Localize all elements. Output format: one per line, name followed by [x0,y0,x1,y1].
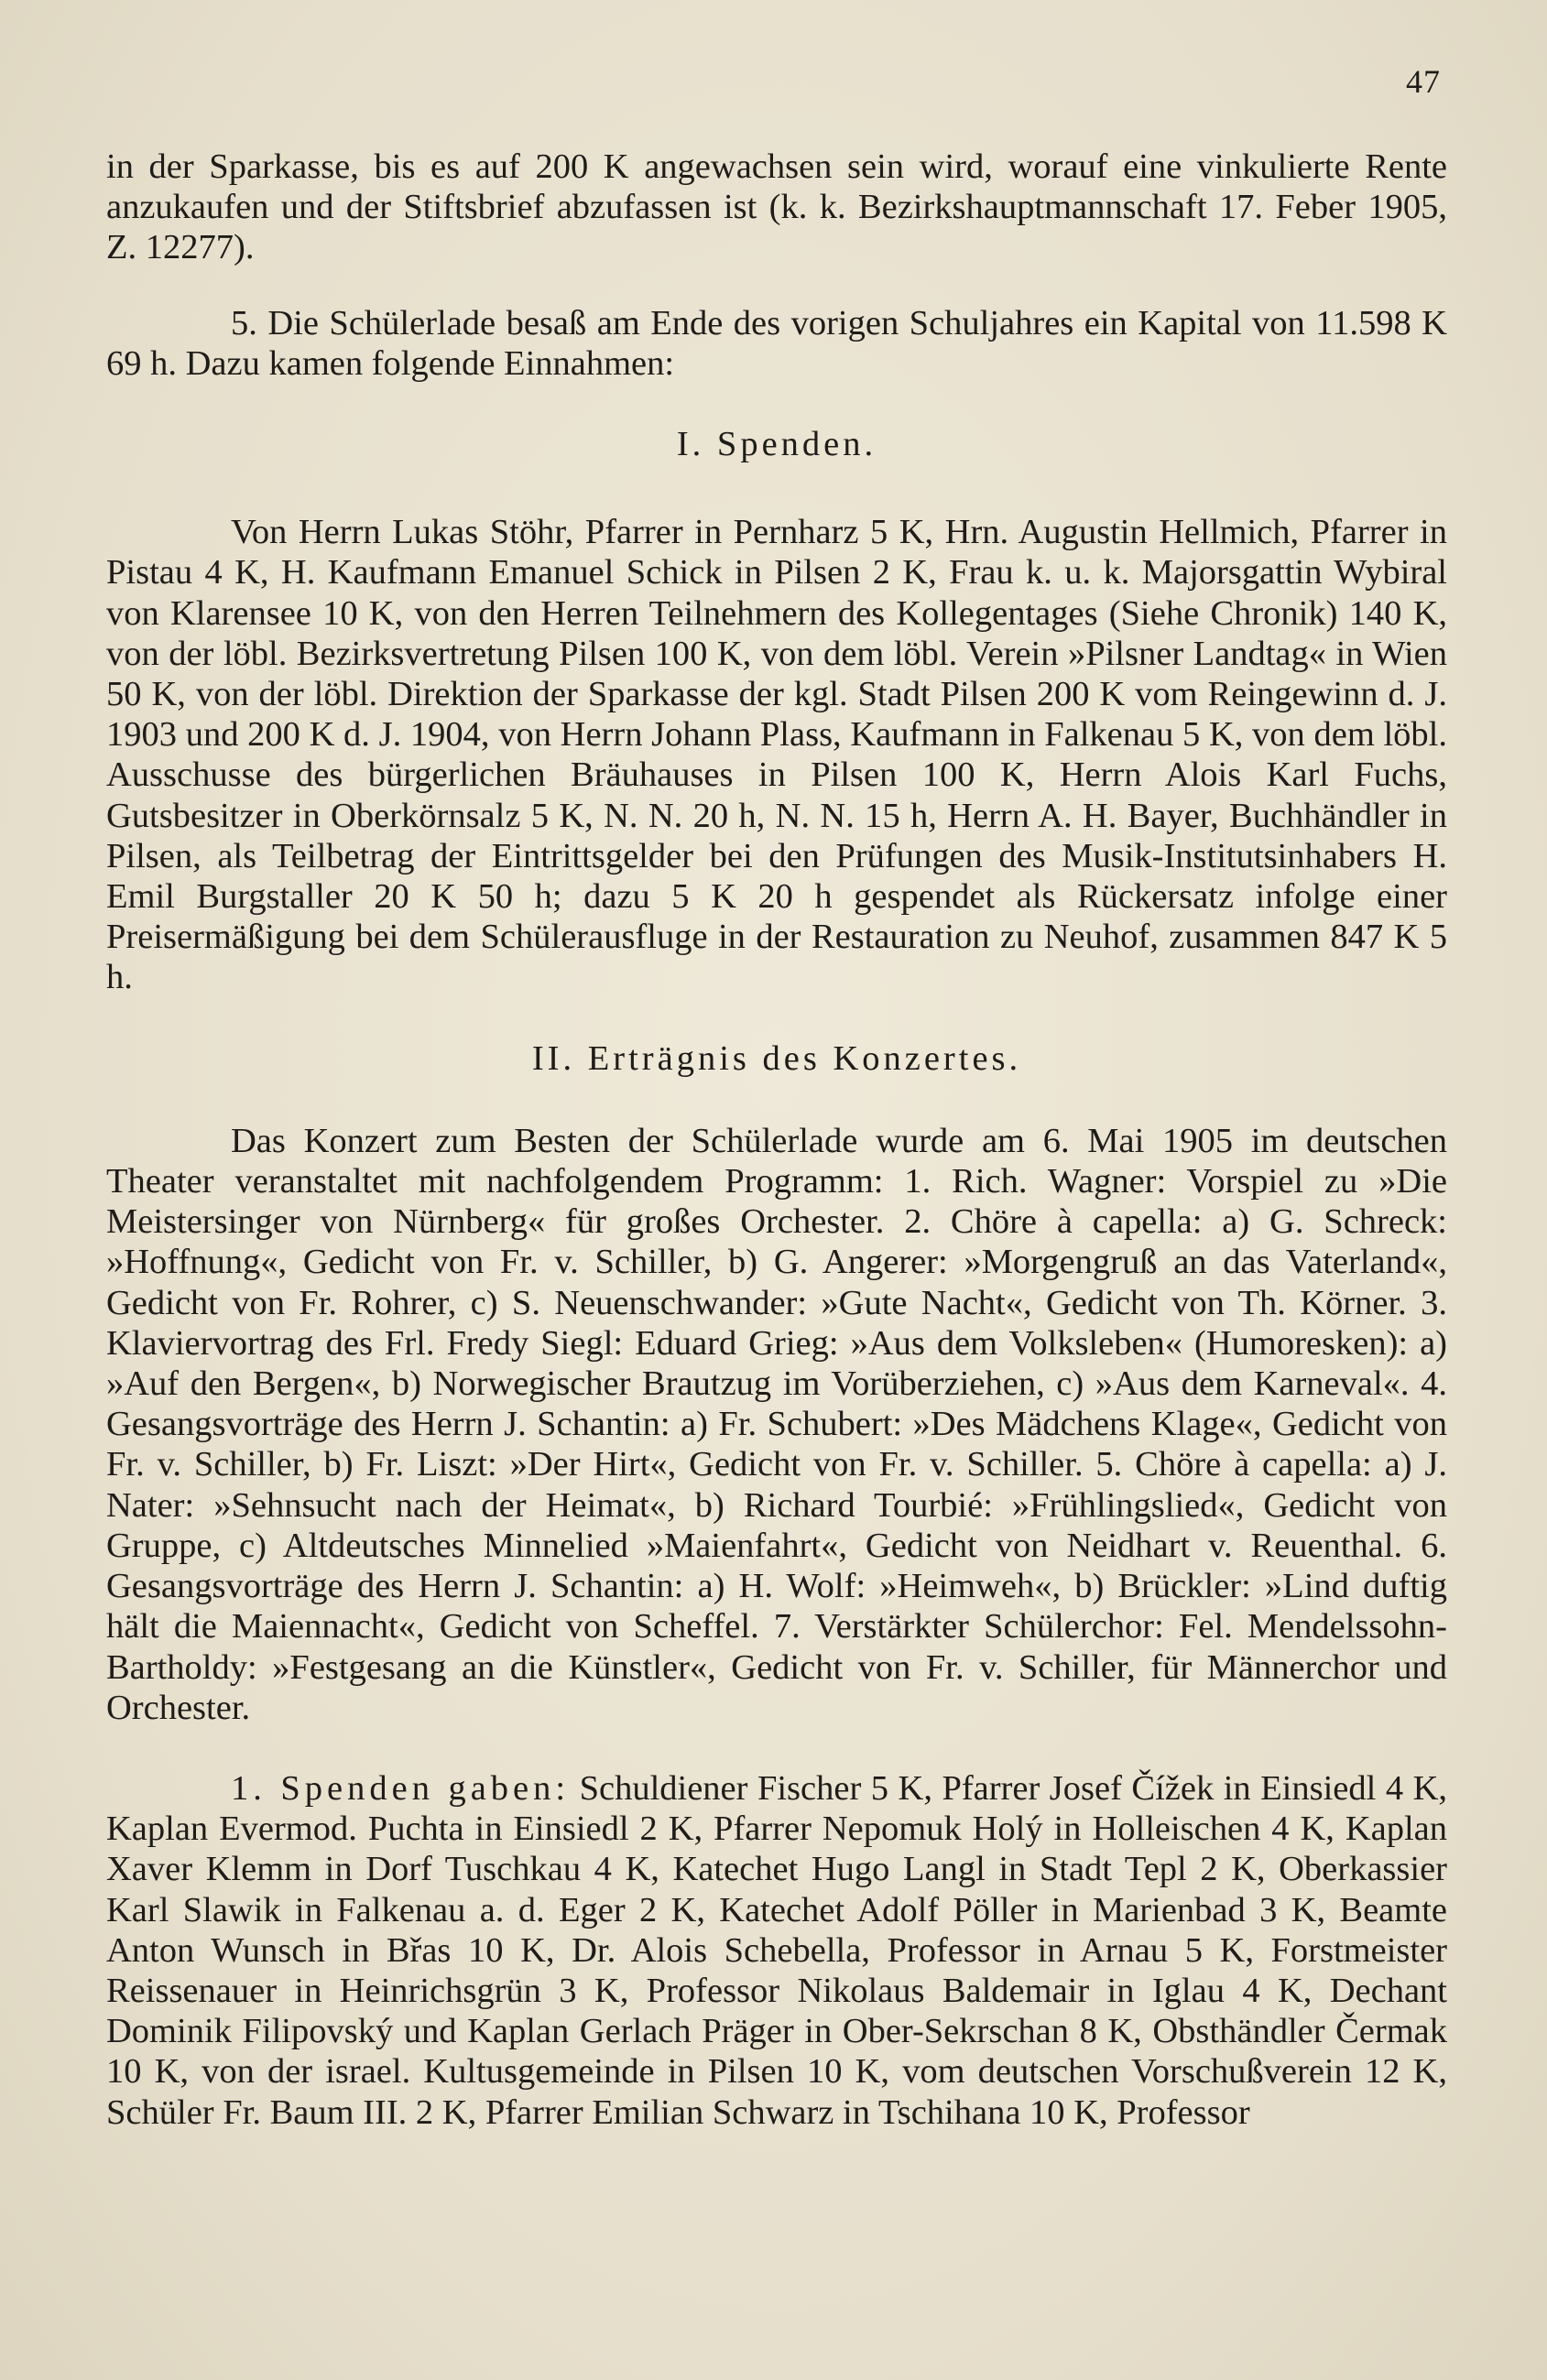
spenden-gaben-text: Schuldiener Fischer 5 K, Pfarrer Josef Čížek in Einsiedl 4 K, Kaplan Evermod. Puchta in Einsiedl 2 K, Pfarrer Nepomuk Holý in Holleischen 4 K, Kaplan Xaver Klemm in Dorf Tuschkau 4 K, Katechet Hugo Langl in Stadt Tepl 2 K, Oberkassier Karl Slawik in Falkenau a. d. Eger 2 K, Katechet Adolf Pöller in Marienbad 3 K, Beamte Anton Wunsch in Břas 10 K, Dr. Alois Schebella, Professor in Arnau 5 K, Forstmeister Reissenauer in Heinrichsgrün 3 K, Professor Nikolaus Baldemair in Iglau 4 K, Dechant Dominik Filipovský und Kaplan Gerlach Präger in Ober-Sekrschan 8 K, Obsthändler Čermak 10 K, von der israel. Kultusgemeinde in Pilsen 10 K, vom deutschen Vorschußverein 12 K, Schüler Fr. Baum III. 2 K, Pfarrer Emilian Schwarz in Tschihana 10 K, Professor [106,1768,1447,2132]
paragraph-schuelerlade: 5. Die Schülerlade besaß am Ende des vorigen Schuljahres ein Kapital von 11.598 K 69 h. Dazu kamen folgende Einnahmen: [106,303,1447,383]
spenden-gaben-lead: 1. Spenden gaben: [231,1768,571,1808]
page-number: 47 [1406,63,1441,100]
heading-spenden: I. Spenden. [676,425,877,464]
paragraph-spenden: Von Herrn Lukas Stöhr, Pfarrer in Pernharz 5 K, Hrn. Augustin Hellmich, Pfarrer in Pistau 4 K, H. Kaufmann Emanuel Schick in Pilsen 2 K, Frau k. u. k. Majorsgattin Wybiral von Klarensee 10 K, von den Herren Teilnehmern des Kollegentages (Siehe Chronik) 140 K, von der löbl. Bezirksvertretung Pilsen 100 K, von dem löbl. Verein »Pilsner Landtag« in Wien 50 K, von der löbl. Direktion der Sparkasse der kgl. Stadt Pilsen 200 K vom Reingewinn d. J. 1903 und 200 K d. J. 1904, von Herrn Johann Plass, Kaufmann in Falkenau 5 K, von dem löbl. Ausschusse des bürgerlichen Bräuhauses in Pilsen 100 K, Herrn Alois Karl Fuchs, Gutsbesitzer in Oberkörnsalz 5 K, N. N. 20 h, N. N. 15 h, Herrn A. H. Bayer, Buchhändler in Pilsen, als Teilbetrag der Eintrittsgelder bei den Prüfungen des Musik-Institutsinhabers H. Emil Burgstaller 20 K 50 h; dazu 5 K 20 h gespendet als Rückersatz infolge einer Preisermäßigung bei dem Schülerausfluge in der Restauration zu Neuhof, zusammen 847 K 5 h. [106,513,1447,997]
heading-konzert: II. Erträgnis des Konzertes. [531,1038,1022,1078]
paragraph-sparkasse: in der Sparkasse, bis es auf 200 K angewachsen sein wird, worauf eine vinkulierte Rente anzukaufen und der Stiftsbrief abzufassen ist (k. k. Bezirkshauptmannschaft 17. Feber 1905, Z. 12277). [106,147,1447,267]
paragraph-spenden-gaben [106,1768,1447,2133]
page-body [106,147,1447,2133]
paragraph-konzert: Das Konzert zum Besten der Schülerlade wurde am 6. Mai 1905 im deutschen Theater veranstaltet mit nachfolgendem Programm: 1. Rich. Wagner: Vorspiel zu »Die Meistersinger von Nürnberg« für großes Orchester. 2. Chöre à capella: a) G. Schreck: »Hoffnung«, Gedicht von Fr. v. Schiller, b) G. Angerer: »Morgengruß an das Vaterland«, Gedicht von Fr. Rohrer, c) S. Neuenschwander: »Gute Nacht«, Gedicht von Th. Körner. 3. Klaviervortrag des Frl. Fredy Siegl: Eduard Grieg: »Aus dem Volksleben« (Humoresken): a) »Auf den Bergen«, b) Norwegischer Brautzug im Vorüberziehen, c) »Aus dem Karneval«. 4. Gesangsvorträge des Herrn J. Schantin: a) Fr. Schubert: »Des Mädchens Klage«, Gedicht von Fr. v. Schiller, b) Fr. Liszt: »Der Hirt«, Gedicht von Fr. v. Schiller. 5. Chöre à capella: a) J. Nater: »Sehnsucht nach der Heimat«, b) Richard Tourbié: »Frühlingslied«, Gedicht von Gruppe, c) Altdeutsches Minnelied »Maienfahrt«, Gedicht von Neidhart v. Reuenthal. 6. Gesangsvorträge des Herrn J. Schantin: a) H. Wolf: »Heimweh«, b) Brückler: »Lind duftig hält die Maiennacht«, Gedicht von Scheffel. 7. Verstärkter Schülerchor: Fel. Mendelssohn-Bartholdy: »Festgesang an die Künstler«, Gedicht von Fr. v. Schiller, für Männerchor und Orchester. [106,1121,1447,1727]
